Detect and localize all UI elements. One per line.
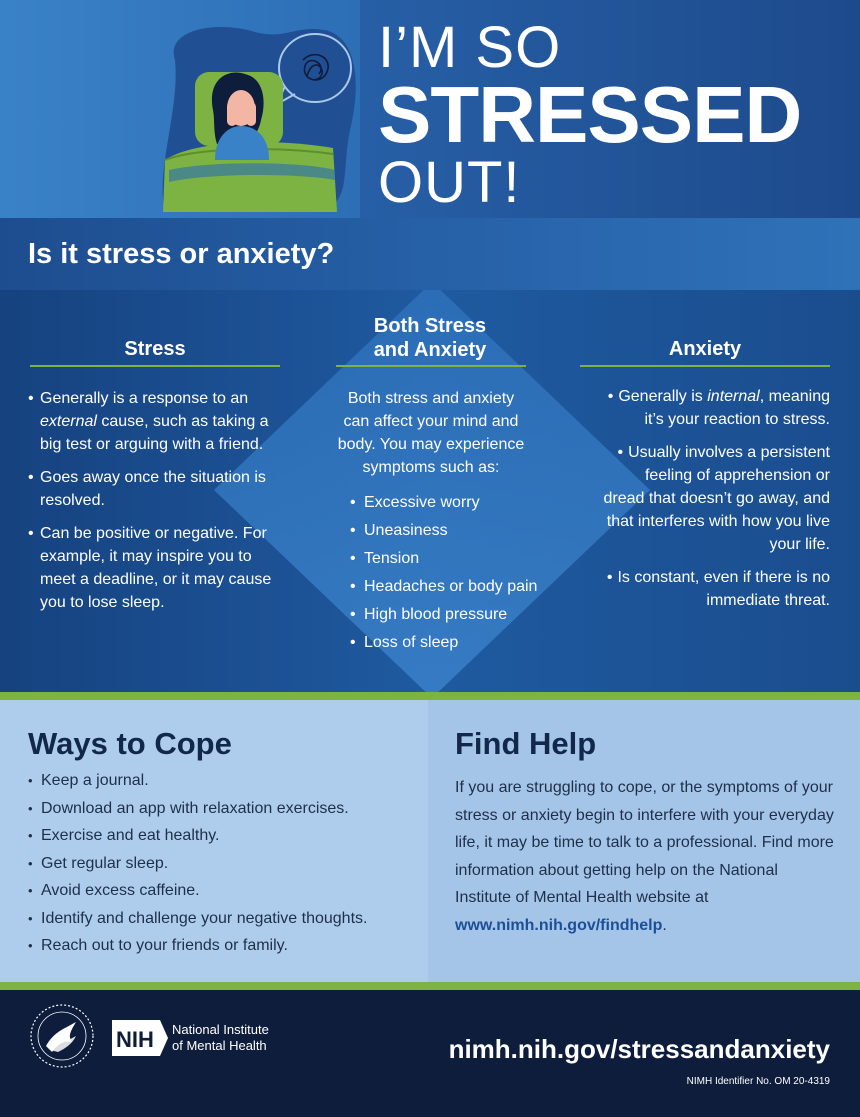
stress-column-title: Stress bbox=[124, 338, 186, 360]
stressed-woman-in-bed-illustration bbox=[155, 20, 365, 215]
hhs-seal-icon bbox=[28, 1002, 96, 1070]
help-title: Find Help bbox=[455, 726, 597, 761]
symptom-item: • Uneasiness bbox=[350, 519, 550, 542]
stress-item: • Generally is a response to an external cause, such as taking a big test or arguing with a friend. bbox=[28, 387, 273, 456]
cope-item: • Reach out to your friends or family. bbox=[28, 937, 367, 965]
ways-to-cope-panel bbox=[0, 700, 428, 982]
cope-item: • Avoid excess caffeine. bbox=[28, 882, 367, 910]
title-line-3: OUT! bbox=[378, 150, 521, 215]
cope-title: Ways to Cope bbox=[28, 726, 232, 761]
cope-item: • Keep a journal. bbox=[28, 772, 367, 800]
symptom-item: • Excessive worry bbox=[350, 491, 550, 514]
findhelp-link[interactable]: www.nimh.nih.gov/findhelp bbox=[455, 916, 663, 934]
header-banner bbox=[0, 0, 860, 218]
org-name-line-2: of Mental Health bbox=[172, 1038, 267, 1053]
symptom-item: • Loss of sleep bbox=[350, 631, 550, 654]
help-body: If you are struggling to cope, or the symptoms of your stress or anxiety begin to interfere with your everyday life, it may be time to talk to a professional. Find more information about getting help on the National Institute of Mental Health website at www.nimh.nih.gov/findhelp. bbox=[455, 779, 834, 934]
both-intro: Both stress and anxiety can affect your mind and body. You may experience symptoms such as: bbox=[337, 390, 525, 476]
both-column-title bbox=[330, 314, 530, 362]
cope-list bbox=[28, 772, 367, 965]
symptom-item: • Tension bbox=[350, 547, 550, 570]
title-line-1: I’M SO bbox=[378, 15, 562, 80]
cope-item: • Get regular sleep. bbox=[28, 855, 367, 883]
stress-vs-anxiety-section bbox=[0, 290, 860, 692]
section-divider bbox=[0, 692, 860, 700]
find-help-panel bbox=[428, 700, 860, 982]
symptom-item: • High blood pressure bbox=[350, 603, 550, 626]
symptom-item: • Headaches or body pain bbox=[350, 575, 550, 598]
nih-logo bbox=[112, 1020, 168, 1056]
org-name bbox=[172, 1022, 269, 1054]
anxiety-item: • Generally is internal, meaning it’s your reaction to stress. bbox=[607, 388, 830, 428]
both-title-rule bbox=[336, 365, 526, 367]
page-title bbox=[378, 15, 802, 215]
stress-item: • Can be positive or negative. For example, it may inspire you to meet a deadline, or it may cause you to lose sleep. bbox=[28, 522, 273, 614]
cope-item: • Exercise and eat healthy. bbox=[28, 827, 367, 855]
nih-logo-text: NIH bbox=[116, 1027, 154, 1052]
cope-item: • Download an app with relaxation exercises. bbox=[28, 800, 367, 828]
anxiety-item: • Is constant, even if there is no immediate threat. bbox=[606, 569, 830, 609]
both-title-line-1: Both Stress bbox=[373, 315, 487, 337]
stress-column bbox=[28, 387, 273, 624]
anxiety-item: • Usually involves a persistent feeling of apprehension or dread that doesn’t go away, and that interferes with how you live your life. bbox=[603, 444, 830, 553]
question-band bbox=[0, 218, 860, 290]
help-text: If you are struggling to cope, or the symptoms of your stress or anxiety begin to interfere with your everyday life, it may be time to talk to a professional. Find more information about getting help on the National Institute of Mental Health website at bbox=[455, 779, 834, 906]
document-identifier: NIMH Identifier No. OM 20-4319 bbox=[686, 1076, 830, 1087]
stress-item: • Goes away once the situation is resolved. bbox=[28, 466, 273, 512]
footer-url[interactable]: nimh.nih.gov/stressandanxiety bbox=[448, 1034, 830, 1064]
symptom-list bbox=[350, 491, 550, 659]
footer-divider bbox=[0, 982, 860, 990]
both-title-line-2: and Anxiety bbox=[373, 339, 487, 361]
anxiety-column bbox=[600, 385, 830, 622]
footer bbox=[0, 990, 860, 1117]
stress-title-rule bbox=[30, 365, 280, 367]
org-name-line-1: National Institute bbox=[172, 1022, 269, 1037]
anxiety-column-title: Anxiety bbox=[668, 338, 742, 360]
section-question: Is it stress or anxiety? bbox=[28, 238, 335, 270]
cope-item: • Identify and challenge your negative thoughts. bbox=[28, 910, 367, 938]
anxiety-title-rule bbox=[580, 365, 830, 367]
title-line-2: STRESSED bbox=[378, 70, 802, 159]
